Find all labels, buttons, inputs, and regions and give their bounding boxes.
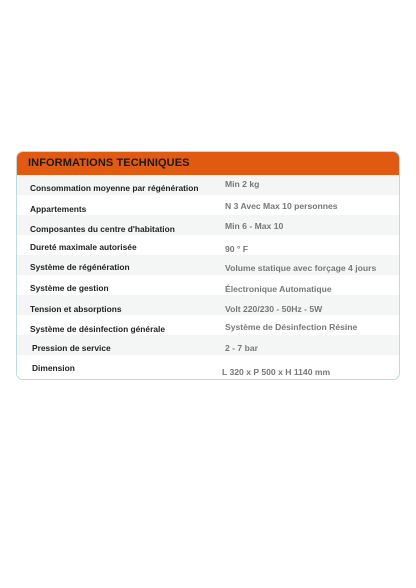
spec-row-consommation bbox=[17, 175, 399, 195]
spec-row-tension bbox=[17, 295, 399, 315]
spec-value: N 3 Avec Max 10 personnes bbox=[225, 201, 338, 211]
spec-label: Appartements bbox=[30, 204, 87, 214]
specs-header-title: INFORMATIONS TECHNIQUES bbox=[17, 152, 399, 175]
spec-value: Min 2 kg bbox=[225, 179, 260, 189]
spec-value: Volt 220/230 - 50Hz - 5W bbox=[225, 304, 323, 314]
spec-label: Dimension bbox=[32, 363, 75, 373]
spec-value: 2 - 7 bar bbox=[225, 343, 258, 353]
technical-specs-card bbox=[16, 151, 400, 380]
spec-label: Système de gestion bbox=[30, 283, 109, 293]
spec-value: 90 ° F bbox=[225, 244, 249, 254]
spec-value: Électronique Automatique bbox=[225, 284, 332, 294]
spec-value: Système de Désinfection Résine bbox=[225, 322, 358, 332]
spec-label: Système de régénération bbox=[30, 262, 130, 272]
spec-label: Pression de service bbox=[32, 343, 111, 353]
spec-value: Volume statique avec forçage 4 jours bbox=[225, 263, 377, 273]
spec-row-appartements bbox=[17, 195, 399, 215]
spec-row-regeneration bbox=[17, 255, 399, 275]
spec-row-gestion bbox=[17, 275, 399, 295]
spec-row-durete bbox=[17, 235, 399, 255]
spec-row-composantes bbox=[17, 215, 399, 235]
spec-label: Système de désinfection générale bbox=[30, 324, 165, 334]
spec-label: Composantes du centre d'habitation bbox=[30, 224, 175, 234]
spec-row-dimension bbox=[17, 355, 399, 375]
spec-row-pression bbox=[17, 335, 399, 355]
spec-value: Min 6 - Max 10 bbox=[225, 221, 284, 231]
spec-label: Tension et absorptions bbox=[30, 304, 122, 314]
spec-label: Dureté maximale autorisée bbox=[30, 242, 137, 252]
spec-value: L 320 x P 500 x H 1140 mm bbox=[222, 367, 331, 377]
spec-label: Consommation moyenne par régénération bbox=[30, 183, 199, 193]
spec-row-desinfection bbox=[17, 315, 399, 335]
specs-table bbox=[17, 175, 399, 375]
